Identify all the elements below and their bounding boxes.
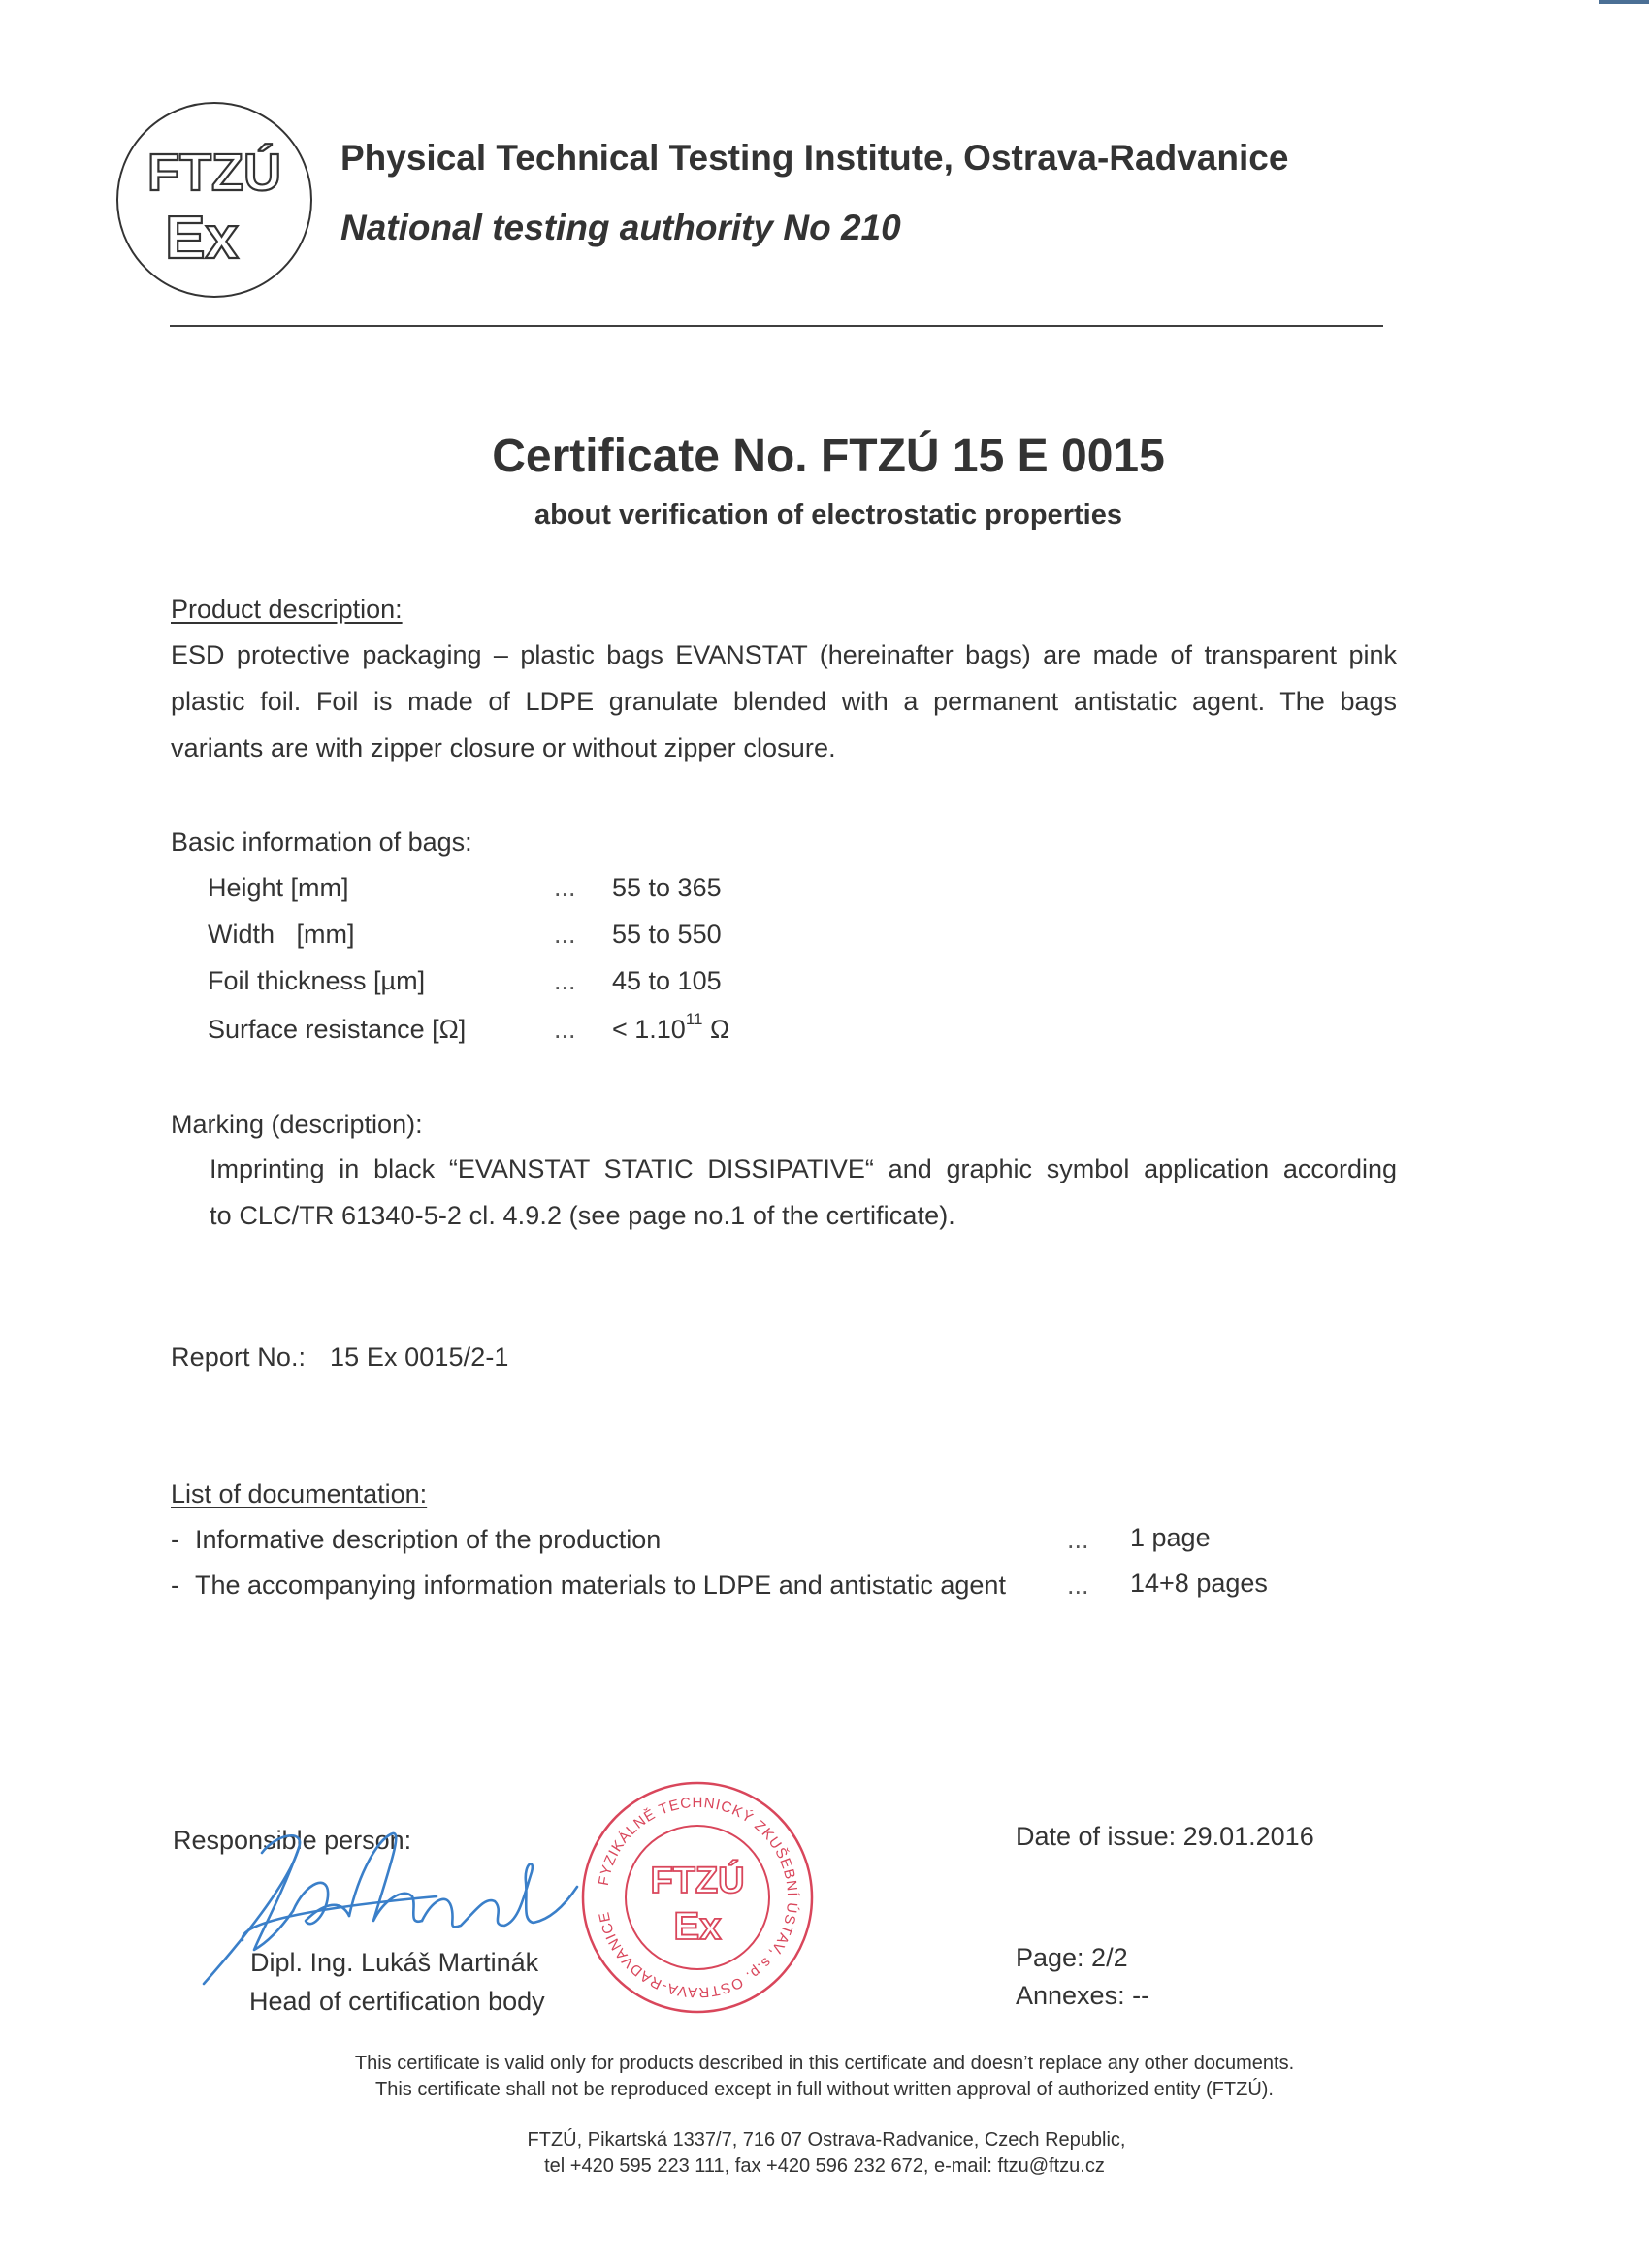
stamp-center-top: FTZÚ bbox=[650, 1861, 745, 1901]
handwritten-signature-icon bbox=[184, 1804, 592, 1998]
stamp-ring-text: FYZIKÁLNĚ TECHNICKÝ ZKUŠEBNÍ ÚSTAV, s.p. OSTRAVA-RADVANICE bbox=[595, 1794, 801, 2001]
spec-value-foil-thickness: 45 to 105 bbox=[612, 966, 722, 995]
responsible-person-label: Responsible person: bbox=[173, 1826, 412, 1855]
marking-line: Imprinting in black “EVANSTAT STATIC DISSIPATIVE“ and graphic symbol application according bbox=[210, 1154, 1397, 1183]
marking-heading: Marking (description): bbox=[171, 1110, 423, 1139]
validity-note: This certificate shall not be reproduced except in full without written approval of authorized entity (FTZÚ). bbox=[375, 2079, 1274, 2100]
address-line: FTZÚ, Pikartská 1337/7, 716 07 Ostrava-Radvanice, Czech Republic, bbox=[527, 2129, 1126, 2151]
page-number: Page: 2/2 bbox=[1016, 1943, 1128, 1972]
date-of-issue: Date of issue: 29.01.2016 bbox=[1016, 1822, 1314, 1851]
spec-label-width: Width [mm] bbox=[208, 920, 355, 949]
responsible-person-role: Head of certification body bbox=[249, 1987, 545, 2016]
spec-label-height: Height [mm] bbox=[208, 873, 349, 902]
spec-label-foil-thickness: Foil thickness [µm] bbox=[208, 966, 426, 995]
documentation-item-pages: 1 page bbox=[1130, 1523, 1211, 1552]
report-label: Report No.: bbox=[171, 1343, 307, 1372]
resistance-base: < 1.10 bbox=[612, 1015, 686, 1044]
page-corner-mark bbox=[1599, 0, 1649, 4]
resistance-exponent: 11 bbox=[685, 1010, 703, 1028]
documentation-item-text: The accompanying information materials to LDPE and antistatic agent bbox=[195, 1571, 1006, 1600]
product-description-heading: Product description: bbox=[171, 595, 403, 624]
basic-info-heading: Basic information of bags: bbox=[171, 827, 472, 857]
documentation-heading: List of documentation: bbox=[171, 1479, 428, 1508]
spec-dots: ... bbox=[554, 1015, 576, 1044]
spec-dots: ... bbox=[554, 873, 576, 902]
logo-text-bottom: Ex bbox=[165, 205, 239, 272]
certificate-subtitle: about verification of electrostatic properties bbox=[534, 500, 1122, 531]
list-item-dash: - bbox=[171, 1571, 179, 1600]
spec-label-surface-resistance: Surface resistance [Ω] bbox=[208, 1015, 467, 1044]
certificate-title: Certificate No. FTZÚ 15 E 0015 bbox=[492, 431, 1165, 482]
product-description-line: ESD protective packaging – plastic bags EVANSTAT (hereinafter bags) are made of transparent pink bbox=[171, 640, 1397, 669]
logo-text-top: FTZÚ bbox=[147, 144, 281, 202]
annexes: Annexes: -- bbox=[1016, 1981, 1150, 2010]
header-divider bbox=[170, 325, 1383, 327]
spec-dots: ... bbox=[554, 966, 576, 995]
round-official-stamp-icon bbox=[579, 1779, 816, 2016]
product-description-line: variants are with zipper closure or without zipper closure. bbox=[171, 733, 836, 762]
product-description-line: plastic foil. Foil is made of LDPE granulate blended with a permanent antistatic agent. The bags bbox=[171, 687, 1397, 716]
validity-note: This certificate is valid only for products described in this certificate and doesn’t replace any other documents. bbox=[354, 2053, 1295, 2074]
list-item-dots: ... bbox=[1067, 1525, 1089, 1554]
report-number: 15 Ex 0015/2-1 bbox=[330, 1343, 509, 1372]
institute-name: Physical Technical Testing Institute, Ostrava-Radvanice bbox=[340, 138, 1289, 178]
list-item-dash: - bbox=[171, 1525, 179, 1554]
contact-line: tel +420 595 223 111, fax +420 596 232 672, e-mail: ftzu@ftzu.cz bbox=[544, 2155, 1105, 2177]
spec-value-width: 55 to 550 bbox=[612, 920, 722, 949]
responsible-person-name: Dipl. Ing. Lukáš Martinák bbox=[250, 1948, 539, 1977]
ftzu-ex-logo bbox=[113, 98, 316, 302]
marking-line: to CLC/TR 61340-5-2 cl. 4.9.2 (see page no.1 of the certificate). bbox=[210, 1201, 955, 1230]
documentation-item-text: Informative description of the production bbox=[195, 1525, 662, 1554]
spec-dots: ... bbox=[554, 920, 576, 949]
list-item-dots: ... bbox=[1067, 1571, 1089, 1600]
documentation-item-pages: 14+8 pages bbox=[1130, 1569, 1268, 1598]
authority-subtitle: National testing authority No 210 bbox=[340, 208, 901, 247]
spec-value-surface-resistance bbox=[612, 1010, 730, 1045]
spec-value-height: 55 to 365 bbox=[612, 873, 722, 902]
resistance-unit: Ω bbox=[702, 1015, 730, 1044]
stamp-center-bottom: Ex bbox=[673, 1905, 722, 1948]
